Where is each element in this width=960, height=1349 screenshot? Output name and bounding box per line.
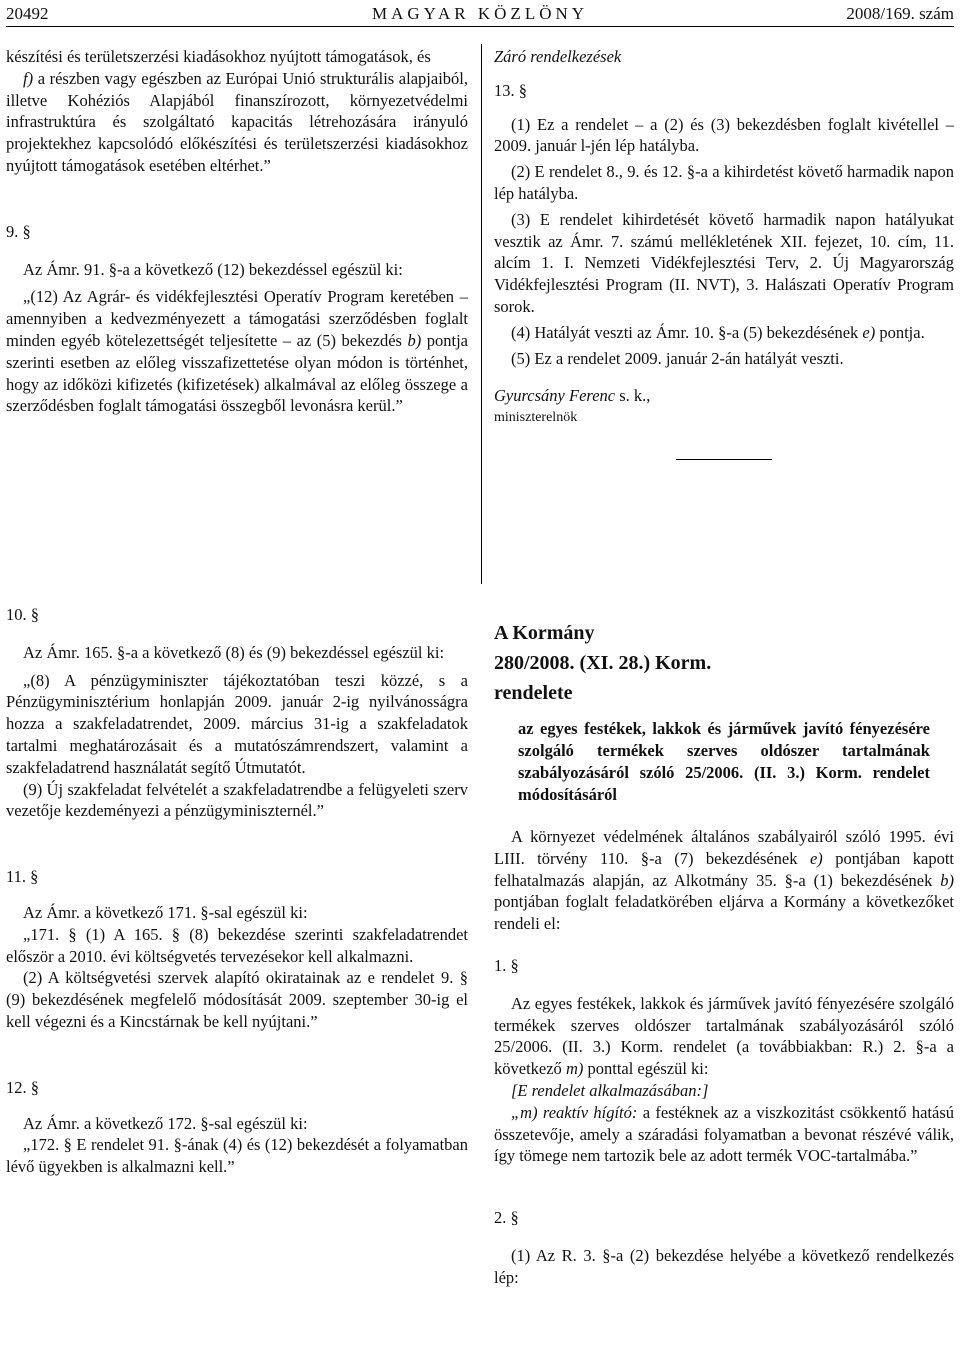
paragraph: „(8) A pénzügyminiszter tájékoztatóban teszi közzé, s a Pénzügyminisztérium honlapján 2009. január 2-ig nyilvánosságra hozza a szakfeladatrendet, 2009. március 31-ig a szakfeladatok tartalmi meghatározásait és a mutatószámrendszert, valamint a szakfeladatrend használatát segítő Útmutatót. xyxy=(6,670,468,777)
paragraph: Az Ámr. a következő 172. §-sal egészül ki: xyxy=(23,1113,308,1133)
page-number: 20492 xyxy=(6,4,49,23)
column-divider xyxy=(481,44,482,584)
header-rule xyxy=(6,26,954,27)
decree-subtitle: az egyes festékek, lakkok és járművek javító fényezésére szolgáló termékek szerves oldószer tartalmának szabályozásáról szóló 25/2006. (II. 3.) Korm. rendelet módosításáról xyxy=(518,719,930,804)
signature: Gyurcsány Ferenc s. k., xyxy=(494,386,651,406)
paragraph: (3) E rendelet kihirdetését követő harmadik napon hatályukat vesztik az Ámr. 7. számú mellékletének XII. fejezet, 10. cím, 11. alcím 1. I. Nemzeti Vidékfejlesztési Terv, 2. Új Magyarország Vidékfejlesztési Program (II. NVT), 3. Halászati Operatív Program sorok. xyxy=(494,209,954,316)
paragraph: f) a részben vagy egészben az Európai Unió strukturális alapjaiból, illetve Kohéziós Alapjából finanszírozott, környezetvédelmi infrastruktúra és szolgáltató kapacitás létrehozására irányuló projektekhez kapcsolódó előkészítési és területszerzési kiadásokhoz nyújtott támogatások esetében eltérhet.” xyxy=(6,68,468,175)
left-column-top xyxy=(6,46,468,417)
paragraph: (1) Ez a rendelet – a (2) és (3) bekezdésben foglalt kivétellel – 2009. január l-jén lép hatályba. xyxy=(494,114,954,156)
left-column-bottom xyxy=(6,604,468,1178)
right-column-top xyxy=(494,46,954,460)
section-heading-11: 11. § xyxy=(6,867,39,887)
paragraph: Az Ámr. a következő 171. §-sal egészül ki: xyxy=(23,902,308,922)
paragraph: Az Ámr. 165. §-a a következő (8) és (9) bekezdéssel egészül ki: xyxy=(23,642,445,662)
decree-title-type: rendelete xyxy=(494,682,573,704)
signature-name: Gyurcsány Ferenc xyxy=(494,386,616,406)
paragraph: (9) Új szakfeladat felvételét a szakfeladatrendbe a felügyeleti szerv vezetője kezdeményezi a pénzügyminiszternél.” xyxy=(6,779,468,821)
paragraph: (2) A költségvetési szervek alapító okiratainak az e rendelet 9. § (9) bekezdésének megfelelő módosítását 2009. szeptember 30-ig el kell végezni és a Kincstárnak be kell nyújtani.” xyxy=(6,968,468,1031)
issue-number: 2008/169. szám xyxy=(846,4,954,23)
section-heading-13: 13. § xyxy=(494,80,527,100)
decree-title-issuer: A Kormány xyxy=(494,622,595,644)
paragraph: Az Ámr. 91. §-a a következő (12) bekezdéssel egészül ki: xyxy=(23,259,403,279)
paragraph: (4) Hatályát veszti az Ámr. 10. §-a (5) bekezdésének e) pontja. xyxy=(511,322,925,342)
paragraph: [E rendelet alkalmazásában:] xyxy=(511,1080,709,1100)
paragraph: (5) Ez a rendelet 2009. január 2-án hatályát veszti. xyxy=(511,348,844,368)
closing-rule xyxy=(676,459,772,460)
closing-provisions-heading: Záró rendelkezések xyxy=(494,47,622,66)
paragraph: „(12) Az Agrár- és vidékfejlesztési Operatív Program keretében – amennyiben a kedvezményezett a támogatási szerződésben foglalt minden egyéb kötelezettségét teljesítette – az (5) bekezdés b) pontja szerinti esetben az előleg visszafizettetése olyan módon is történhet, hogy az időközi kifizetés (kifizetések) alkalmával az előleg összege a szerződésben foglalt támogatási összegből levonásra kerül.” xyxy=(6,287,468,416)
section-heading-12: 12. § xyxy=(6,1077,39,1097)
paragraph: Az egyes festékek, lakkok és járművek javító fényezésére szolgáló termékek szerves oldószer tartalmának szabályozásáról szóló 25/2006. (II. 3.) Korm. rendelet (a továbbiakban: R.) 2. §-a a következő m) ponttal egészül ki: xyxy=(494,993,954,1079)
signature-role: miniszterelnök xyxy=(494,410,578,426)
paragraph: „172. § E rendelet 91. §-ának (4) és (12) bekezdését a folyamatban lévő ügyekben is alkalmazni kell.” xyxy=(6,1135,468,1177)
paragraph: „171. § (1) A 165. § (8) bekezdése szerinti szakfeladatrendet először a 2010. évi költségvetés tervezésekor kell alkalmazni. xyxy=(6,924,468,966)
preamble: A környezet védelmének általános szabályairól szóló 1995. évi LIII. törvény 110. §-a (7) bekezdésének e) pontjában kapott felhatalmazás alapján, az Alkotmány 35. §-a (1) bekezdésének b) pontjában foglalt feladatkörében eljárva a Kormány a következőket rendeli el: xyxy=(494,827,954,934)
paragraph: (1) Az R. 3. §-a (2) bekezdése helyébe a következő rendelkezés lép: xyxy=(494,1245,954,1287)
section-heading-1: 1. § xyxy=(494,955,519,975)
section-heading-2: 2. § xyxy=(494,1208,519,1228)
paragraph: készítési és területszerzési kiadásokhoz nyújtott támogatások, és xyxy=(6,47,431,66)
section-heading-9: 9. § xyxy=(6,221,31,241)
publication-title: MAGYAR KÖZLÖNY xyxy=(371,4,589,23)
page-header xyxy=(6,4,954,28)
paragraph: „m) reaktív hígító: a festéknek az a viszkozitást csökkentő hatású összetevője, amely a száradási folyamatban a bevonat részévé válik, így tömege nem tartozik bele az adott termék VOC-tartalmába.” xyxy=(494,1102,954,1166)
right-column-bottom xyxy=(494,618,954,1289)
decree-title-number: 280/2008. (XI. 28.) Korm. xyxy=(494,652,712,674)
section-heading-10: 10. § xyxy=(6,605,39,624)
paragraph: (2) E rendelet 8., 9. és 12. §-a a kihirdetést követő harmadik napon lép hatályba. xyxy=(494,162,954,203)
